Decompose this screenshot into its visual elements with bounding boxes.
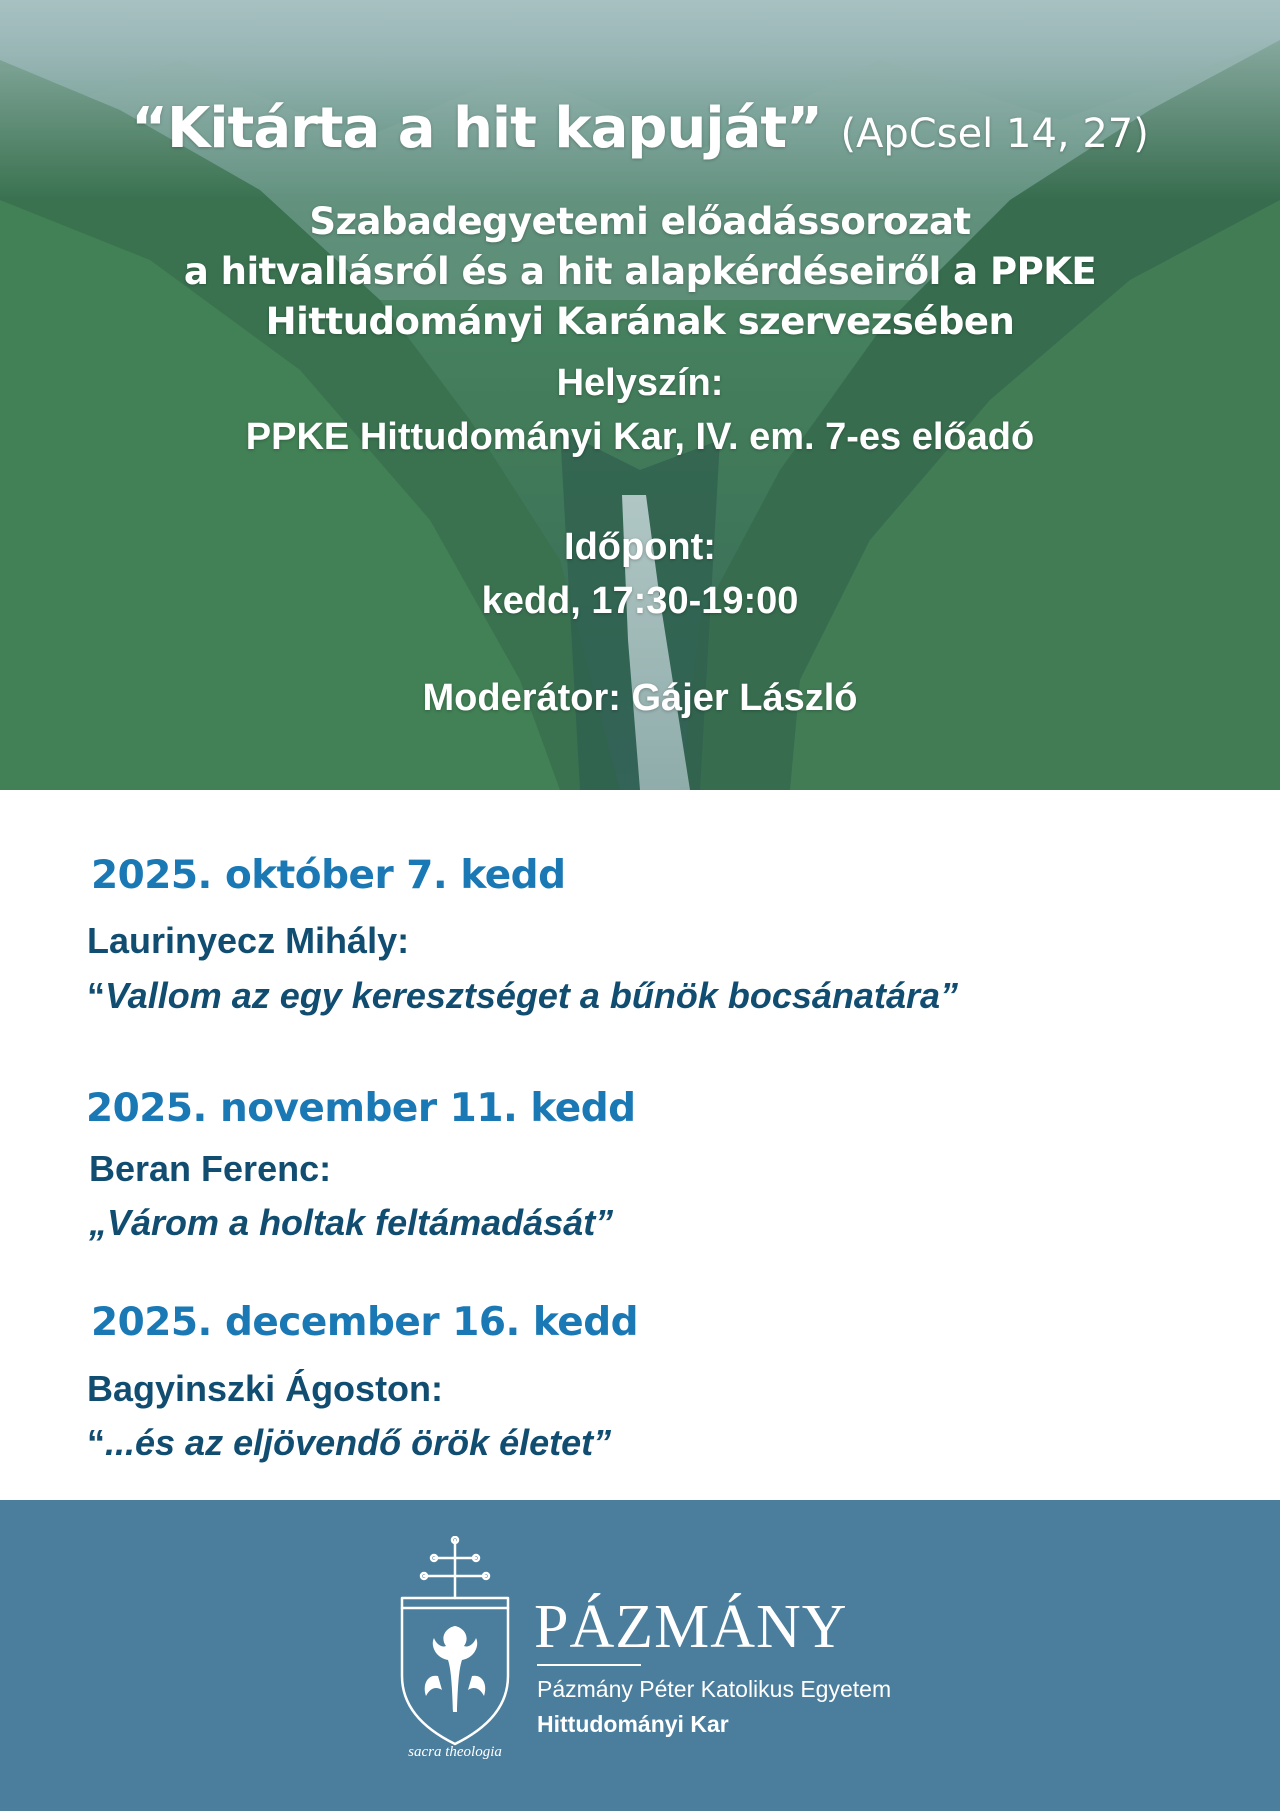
venue-label: Helyszín: (556, 362, 724, 404)
lecture-speaker: Laurinyecz Mihály: (87, 920, 410, 961)
university-name: Pázmány Péter Katolikus Egyetem (537, 1676, 892, 1702)
subtitle-line-1: Szabadegyetemi előadássorozat (309, 200, 971, 243)
lecture-speaker: Bagyinszki Ágoston: (87, 1368, 444, 1409)
quote-mark: “ (87, 1422, 105, 1463)
moderator: Moderátor: Gájer László (422, 677, 858, 719)
footer-branding (0, 1500, 1280, 1811)
lecture-title-text: Várom a holtak feltámadását” (107, 1202, 614, 1243)
series-title (0, 96, 1280, 161)
lecture-title (87, 1422, 611, 1464)
time-value: kedd, 17:30-19:00 (481, 580, 799, 622)
series-subtitle (0, 197, 1280, 347)
university-crest-icon (390, 1536, 520, 1761)
faculty-name: Hittudományi Kar (537, 1711, 729, 1737)
crest-motto: sacra theologia (408, 1744, 502, 1760)
quote-mark: „ (89, 1202, 107, 1243)
series-title-text: “Kitárta a hit kapuját” (131, 96, 822, 161)
subtitle-line-3: Hittudományi Karának szervezsében (265, 300, 1015, 343)
bible-reference: (ApCsel 14, 27) (840, 111, 1149, 157)
lecture-date: 2025. december 16. kedd (91, 1300, 639, 1345)
lecture-speaker: Beran Ferenc: (89, 1148, 332, 1189)
lecture-date: 2025. október 7. kedd (91, 853, 566, 898)
hero-text (0, 0, 1280, 790)
subtitle-line-2: a hitvallásról és a hit alapkérdéseiről a PPKE (183, 250, 1097, 293)
hero-banner (0, 0, 1280, 790)
time-label: Időpont: (564, 526, 716, 568)
lecture-title-text: ...és az eljövendő örök életet” (105, 1422, 612, 1463)
brand-divider (537, 1664, 641, 1666)
lecture-title (87, 975, 958, 1017)
brand-name: PÁZMÁNY (534, 1593, 848, 1661)
quote-mark: “ (87, 975, 105, 1016)
lecture-title-text: Vallom az egy keresztséget a bűnök bocsánatára” (105, 975, 958, 1016)
lecture-title (89, 1202, 613, 1244)
lecture-date: 2025. november 11. kedd (86, 1086, 636, 1131)
venue-value: PPKE Hittudományi Kar, IV. em. 7-es előadó (245, 416, 1035, 458)
